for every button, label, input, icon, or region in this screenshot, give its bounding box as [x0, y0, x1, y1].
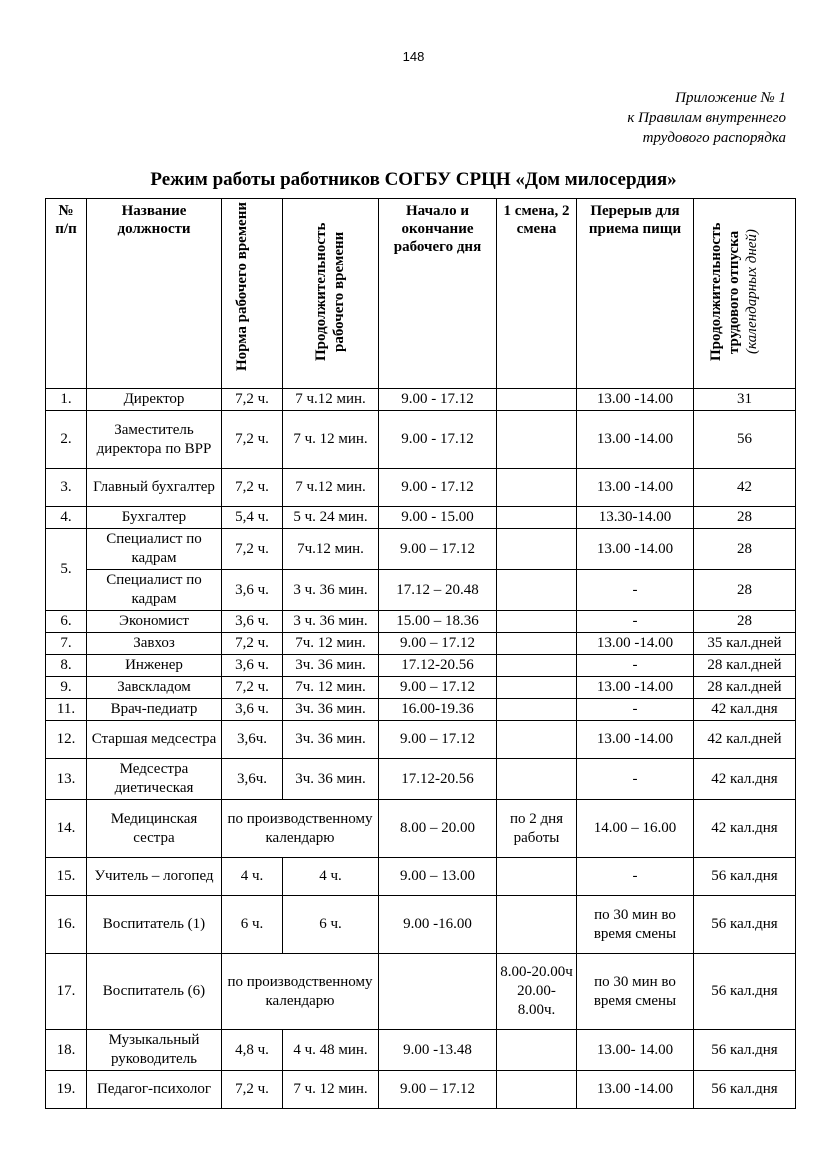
- header-num-line: №: [58, 203, 74, 219]
- row-hours: [379, 954, 497, 1030]
- row-duration: 7 ч. 12 мин.: [283, 1071, 379, 1109]
- row-norm: 7,2 ч.: [222, 633, 283, 655]
- table-row: [46, 469, 796, 507]
- row-break: 13.00 -14.00: [577, 411, 694, 469]
- row-norm: 7,2 ч.: [222, 389, 283, 411]
- header-vacation: [694, 199, 796, 389]
- appendix-line: к Правилам внутреннего: [627, 110, 786, 126]
- header-duration-text: Продолжительность рабочего времени: [312, 222, 347, 362]
- row-norm: 6 ч.: [222, 896, 283, 954]
- table-row: [46, 507, 796, 529]
- header-vacation-note: (календарных дней): [743, 229, 760, 355]
- row-hours: 15.00 – 18.36: [379, 611, 497, 633]
- appendix-line: Приложение № 1: [675, 90, 786, 106]
- row-shift: [497, 507, 577, 529]
- table-row: [46, 699, 796, 721]
- row-vacation: 42 кал.дня: [694, 699, 796, 721]
- row-position: Бухгалтер: [87, 507, 222, 529]
- row-break: -: [577, 858, 694, 896]
- row-hours: 9.00 - 17.12: [379, 389, 497, 411]
- row-hours: 17.12-20.56: [379, 655, 497, 677]
- row-shift: [497, 699, 577, 721]
- row-position: Старшая медсестра: [87, 721, 222, 759]
- row-vacation: 56: [694, 411, 796, 469]
- row-number: 4.: [46, 507, 87, 529]
- row-number: 7.: [46, 633, 87, 655]
- row-vacation: 28 кал.дней: [694, 677, 796, 699]
- row-number: 19.: [46, 1071, 87, 1109]
- table-row: [46, 677, 796, 699]
- table-row: [46, 655, 796, 677]
- row-duration: 3ч. 36 мин.: [283, 699, 379, 721]
- row-position: Медицинская сестра: [87, 800, 222, 858]
- header-row: [46, 199, 796, 389]
- header-vacation-text: [707, 202, 783, 382]
- row-break: -: [577, 655, 694, 677]
- row-break: -: [577, 570, 694, 611]
- header-start-end: Начало и окончание рабочего дня: [379, 199, 497, 389]
- row-duration: 7ч.12 мин.: [283, 529, 379, 570]
- row-shift: [497, 389, 577, 411]
- header-num: [46, 199, 87, 389]
- row-shift: [497, 655, 577, 677]
- row-shift: [497, 677, 577, 699]
- row-shift: [497, 896, 577, 954]
- row-break: по 30 мин во время смены: [577, 896, 694, 954]
- row-position: Воспитатель (1): [87, 896, 222, 954]
- row-position: Учитель – логопед: [87, 858, 222, 896]
- table-row: [46, 1030, 796, 1071]
- row-position: Врач-педиатр: [87, 699, 222, 721]
- row-vacation: 28: [694, 611, 796, 633]
- row-number: 18.: [46, 1030, 87, 1071]
- row-break: 13.00 -14.00: [577, 389, 694, 411]
- row-vacation: 56 кал.дня: [694, 954, 796, 1030]
- row-duration: 6 ч.: [283, 896, 379, 954]
- row-norm: 3,6 ч.: [222, 570, 283, 611]
- row-shift: по 2 дня работы: [497, 800, 577, 858]
- header-position: Название должности: [87, 199, 222, 389]
- row-shift: [497, 411, 577, 469]
- row-duration: 7ч. 12 мин.: [283, 633, 379, 655]
- row-hours: 9.00 – 17.12: [379, 529, 497, 570]
- row-shift: [497, 1071, 577, 1109]
- row-vacation: 42 кал.дней: [694, 721, 796, 759]
- table-row: [46, 1071, 796, 1109]
- row-hours: 9.00 - 15.00: [379, 507, 497, 529]
- row-number: 6.: [46, 611, 87, 633]
- table-row: [46, 800, 796, 858]
- document-title: Режим работы работников СОГБУ СРЦН «Дом милосердия»: [150, 169, 677, 190]
- row-shift: [497, 721, 577, 759]
- row-number: 12.: [46, 721, 87, 759]
- row-vacation: 56 кал.дня: [694, 896, 796, 954]
- row-number: 17.: [46, 954, 87, 1030]
- row-number: 13.: [46, 759, 87, 800]
- row-vacation: 28: [694, 570, 796, 611]
- row-norm: 7,2 ч.: [222, 677, 283, 699]
- row-number: 1.: [46, 389, 87, 411]
- row-duration: 5 ч. 24 мин.: [283, 507, 379, 529]
- row-norm: 3,6ч.: [222, 721, 283, 759]
- row-vacation: 56 кал.дня: [694, 858, 796, 896]
- header-norm: [222, 199, 283, 389]
- row-norm: 4 ч.: [222, 858, 283, 896]
- header-duration: [283, 199, 379, 389]
- table-row: [46, 858, 796, 896]
- header-shifts: 1 смена, 2 смена: [497, 199, 577, 389]
- row-hours: 9.00 – 17.12: [379, 721, 497, 759]
- row-vacation: 42 кал.дня: [694, 800, 796, 858]
- table-row: [46, 759, 796, 800]
- row-position: Инженер: [87, 655, 222, 677]
- row-duration: 4 ч. 48 мин.: [283, 1030, 379, 1071]
- row-break: 13.00 -14.00: [577, 721, 694, 759]
- row-number: 14.: [46, 800, 87, 858]
- row-duration: 7 ч.12 мин.: [283, 469, 379, 507]
- row-hours: 9.00 – 13.00: [379, 858, 497, 896]
- table-row: [46, 411, 796, 469]
- row-shift: [497, 759, 577, 800]
- row-duration: 3ч. 36 мин.: [283, 721, 379, 759]
- row-norm: 3,6 ч.: [222, 699, 283, 721]
- row-break: -: [577, 699, 694, 721]
- row-position: Музыкальный руководитель: [87, 1030, 222, 1071]
- row-hours: 9.00 – 17.12: [379, 677, 497, 699]
- row-duration: 7 ч.12 мин.: [283, 389, 379, 411]
- appendix-line: трудового распорядка: [642, 130, 786, 146]
- row-shift: [497, 858, 577, 896]
- row-duration: 3 ч. 36 мин.: [283, 611, 379, 633]
- row-duration: 7ч. 12 мин.: [283, 677, 379, 699]
- row-number: 8.: [46, 655, 87, 677]
- row-number: 5.: [46, 529, 87, 611]
- row-vacation: 28: [694, 529, 796, 570]
- row-position: Директор: [87, 389, 222, 411]
- row-shift: [497, 633, 577, 655]
- row-vacation: 35 кал.дней: [694, 633, 796, 655]
- row-position: Завхоз: [87, 633, 222, 655]
- row-duration: 3 ч. 36 мин.: [283, 570, 379, 611]
- row-shift: [497, 611, 577, 633]
- row-vacation: 28 кал.дней: [694, 655, 796, 677]
- row-vacation: 42 кал.дня: [694, 759, 796, 800]
- row-hours: 9.00 - 17.12: [379, 411, 497, 469]
- row-position: Специалист по кадрам: [87, 570, 222, 611]
- row-position: Педагог-психолог: [87, 1071, 222, 1109]
- page-number: 148: [402, 49, 425, 64]
- header-num-line: п/п: [55, 221, 77, 237]
- row-hours: 8.00 – 20.00: [379, 800, 497, 858]
- table-row: [46, 633, 796, 655]
- table-row: [46, 954, 796, 1030]
- row-break: 13.00 -14.00: [577, 1071, 694, 1109]
- row-duration: 3ч. 36 мин.: [283, 655, 379, 677]
- row-hours: 9.00 -16.00: [379, 896, 497, 954]
- table-row: [46, 611, 796, 633]
- row-hours: 17.12-20.56: [379, 759, 497, 800]
- row-duration: 3ч. 36 мин.: [283, 759, 379, 800]
- row-norm: 7,2 ч.: [222, 1071, 283, 1109]
- row-norm: 5,4 ч.: [222, 507, 283, 529]
- table-row: [46, 721, 796, 759]
- row-norm: 3,6 ч.: [222, 655, 283, 677]
- row-norm: 3,6 ч.: [222, 611, 283, 633]
- row-break: 13.00 -14.00: [577, 529, 694, 570]
- row-break: 13.00 -14.00: [577, 633, 694, 655]
- appendix-note: [627, 88, 786, 148]
- row-vacation: 31: [694, 389, 796, 411]
- row-vacation: 28: [694, 507, 796, 529]
- row-hours: 16.00-19.36: [379, 699, 497, 721]
- row-hours: 17.12 – 20.48: [379, 570, 497, 611]
- row-position: Завскладом: [87, 677, 222, 699]
- header-vacation-main: Продолжительность трудового отпуска: [707, 222, 742, 362]
- row-hours: 9.00 -13.48: [379, 1030, 497, 1071]
- row-break: 13.00 -14.00: [577, 469, 694, 507]
- row-number: 9.: [46, 677, 87, 699]
- row-hours: 9.00 – 17.12: [379, 1071, 497, 1109]
- row-break: 13.00 -14.00: [577, 677, 694, 699]
- row-norm: 3,6ч.: [222, 759, 283, 800]
- table-row: [46, 896, 796, 954]
- row-position: Специалист по кадрам: [87, 529, 222, 570]
- row-break: 13.30-14.00: [577, 507, 694, 529]
- header-norm-text: Норма рабочего времени: [234, 202, 250, 371]
- row-vacation: 56 кал.дня: [694, 1071, 796, 1109]
- row-duration: 4 ч.: [283, 858, 379, 896]
- row-break: по 30 мин во время смены: [577, 954, 694, 1030]
- work-schedule-table: [45, 198, 796, 1109]
- table-row: [46, 570, 796, 611]
- row-norm-merged: по производственному календарю: [222, 954, 379, 1030]
- row-shift: [497, 529, 577, 570]
- row-norm-merged: по производственному календарю: [222, 800, 379, 858]
- row-break: -: [577, 759, 694, 800]
- table-row: [46, 389, 796, 411]
- row-break: 13.00- 14.00: [577, 1030, 694, 1071]
- row-norm: 7,2 ч.: [222, 469, 283, 507]
- row-shift: [497, 570, 577, 611]
- row-position: Экономист: [87, 611, 222, 633]
- row-number: 11.: [46, 699, 87, 721]
- header-break: Перерыв для приема пищи: [577, 199, 694, 389]
- row-position: Заместитель директора по ВРР: [87, 411, 222, 469]
- row-number: 2.: [46, 411, 87, 469]
- row-shift: [497, 469, 577, 507]
- row-position: Воспитатель (6): [87, 954, 222, 1030]
- row-shift: [497, 1030, 577, 1071]
- row-shift: 8.00-20.00ч 20.00-8.00ч.: [497, 954, 577, 1030]
- row-hours: 9.00 – 17.12: [379, 633, 497, 655]
- row-position: Главный бухгалтер: [87, 469, 222, 507]
- row-number: 16.: [46, 896, 87, 954]
- row-vacation: 42: [694, 469, 796, 507]
- row-break: -: [577, 611, 694, 633]
- table-row: [46, 529, 796, 570]
- row-duration: 7 ч. 12 мин.: [283, 411, 379, 469]
- row-position: Медсестра диетическая: [87, 759, 222, 800]
- row-vacation: 56 кал.дня: [694, 1030, 796, 1071]
- row-norm: 4,8 ч.: [222, 1030, 283, 1071]
- row-number: 15.: [46, 858, 87, 896]
- row-norm: 7,2 ч.: [222, 529, 283, 570]
- row-norm: 7,2 ч.: [222, 411, 283, 469]
- row-hours: 9.00 - 17.12: [379, 469, 497, 507]
- row-number: 3.: [46, 469, 87, 507]
- row-break: 14.00 – 16.00: [577, 800, 694, 858]
